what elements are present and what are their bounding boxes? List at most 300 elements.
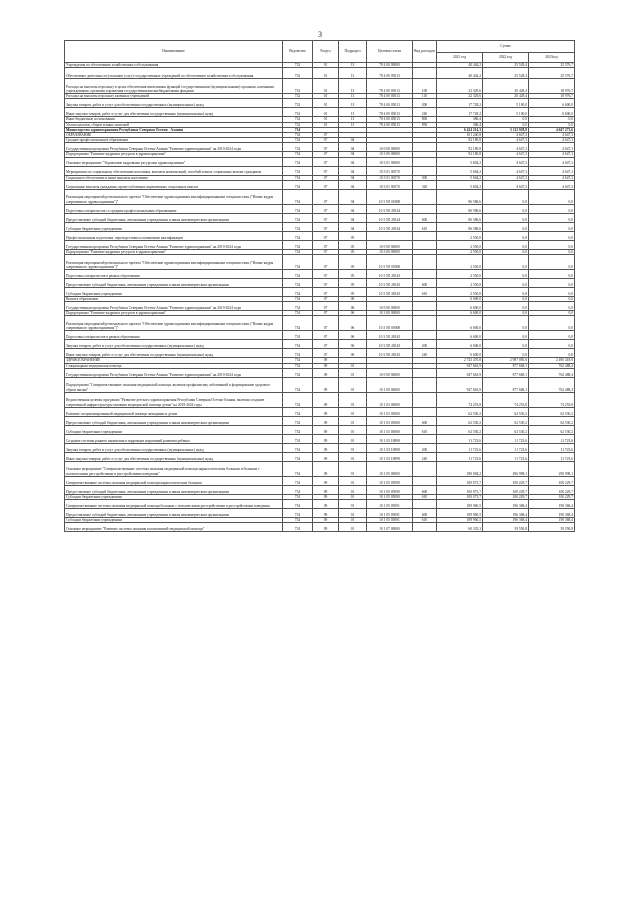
header-podrazdel: Подраздел bbox=[339, 41, 367, 63]
cell-razdel: 01 bbox=[313, 108, 339, 117]
cell-podrazdel: 01 bbox=[339, 461, 367, 476]
cell-podrazdel: 01 bbox=[339, 407, 367, 416]
cell-expense-type: 200 bbox=[413, 340, 437, 349]
cell-target-article: 10 3 N5 28145 bbox=[367, 279, 413, 288]
cell-name: Субсидии бюджетным учреждениям bbox=[65, 494, 283, 499]
cell-sum-2021: 189 960,5 bbox=[437, 500, 483, 509]
cell-razdel: 09 bbox=[313, 485, 339, 494]
cell-sum-2021: 40 444,2 bbox=[437, 63, 483, 68]
cell-sum-2023: 190 368,4 bbox=[529, 500, 575, 509]
cell-expense-type: 850 bbox=[413, 122, 437, 127]
cell-razdel: 07 bbox=[313, 249, 339, 254]
cell-sum-2021: 11 723,6 bbox=[437, 443, 483, 452]
cell-sum-2021: 62 530,2 bbox=[437, 407, 483, 416]
cell-expense-type bbox=[413, 392, 437, 407]
table-header bbox=[65, 41, 575, 63]
cell-razdel: 07 bbox=[313, 180, 339, 189]
cell-target-article: 78 4 00 05013 bbox=[367, 68, 413, 79]
table-row bbox=[65, 416, 575, 425]
cell-sum-2023: 0,0 bbox=[529, 213, 575, 222]
cell-podrazdel: 13 bbox=[339, 108, 367, 117]
cell-sum-2021: 62 530,2 bbox=[437, 425, 483, 434]
cell-sum-2023: 4 647,3 bbox=[529, 157, 575, 166]
header-year-2021: 2021 год bbox=[437, 53, 483, 63]
cell-name: Основное мероприятие "Совершенствование системы оказания медицинской помощи наркологическим больным и больным с психическими расстройствами и расстройствами поведения" bbox=[65, 461, 283, 476]
cell-sum-2021: 22 329,6 bbox=[437, 94, 483, 99]
cell-sum-2023: 762 488,4 bbox=[529, 363, 575, 368]
cell-sum-2021: 2 550,0 bbox=[437, 279, 483, 288]
cell-vedomstvo: 734 bbox=[283, 175, 313, 180]
cell-expense-type: 110 bbox=[413, 94, 437, 99]
cell-target-article: 10 1 03 05060 bbox=[367, 425, 413, 434]
cell-sum-2022: 4 647,3 bbox=[483, 157, 529, 166]
cell-podrazdel: 05 bbox=[339, 231, 367, 240]
cell-name: Расходы на выплаты персоналу казенных учреждений bbox=[65, 94, 283, 99]
table-row bbox=[65, 523, 575, 532]
cell-sum-2023: 0,0 bbox=[529, 331, 575, 340]
cell-name: Субсидии бюджетным учреждениям bbox=[65, 288, 283, 297]
cell-podrazdel: 06 bbox=[339, 331, 367, 340]
cell-sum-2021: 92 180,8 bbox=[437, 138, 483, 143]
cell-sum-2022: 0,0 bbox=[483, 270, 529, 279]
cell-name: Подпрограмма "Совершенствование оказания медицинской помощи, включая профилактику заболеваний и формирование здорового образа жизни" bbox=[65, 377, 283, 392]
table-row bbox=[65, 255, 575, 270]
cell-expense-type: 610 bbox=[413, 518, 437, 523]
header-expense-type: Вид расходов bbox=[413, 41, 437, 63]
header-vedomstvo: Ведомство bbox=[283, 41, 313, 63]
cell-sum-2021: 2 550,0 bbox=[437, 240, 483, 249]
cell-sum-2022: 20 428,4 bbox=[483, 94, 529, 99]
cell-sum-2021: 100 073,7 bbox=[437, 485, 483, 494]
cell-expense-type: 610 bbox=[413, 494, 437, 499]
cell-sum-2022: 0,0 bbox=[483, 316, 529, 331]
cell-target-article: 10 3 01 00570 bbox=[367, 175, 413, 180]
cell-sum-2022: 62 530,2 bbox=[483, 407, 529, 416]
cell-razdel: 07 bbox=[313, 349, 339, 358]
cell-podrazdel: 13 bbox=[339, 79, 367, 94]
cell-razdel: 09 bbox=[313, 509, 339, 518]
cell-target-article: 10 1 05 05090 bbox=[367, 485, 413, 494]
cell-sum-2023: 11 723,6 bbox=[529, 452, 575, 461]
cell-sum-2022: 4 647,3 bbox=[483, 180, 529, 189]
cell-podrazdel: 01 bbox=[339, 363, 367, 368]
cell-sum-2022: 11 723,6 bbox=[483, 434, 529, 443]
cell-sum-2023: 11 723,6 bbox=[529, 443, 575, 452]
cell-target-article: 78 4 00 05013 bbox=[367, 122, 413, 127]
cell-target-article: 78 4 00 05013 bbox=[367, 99, 413, 108]
cell-name: Иные закупки товаров, работ и услуг для обеспечения государственных (муниципальных) нужд bbox=[65, 452, 283, 461]
cell-target-article: 10 3 01 00570 bbox=[367, 180, 413, 189]
cell-expense-type bbox=[413, 523, 437, 532]
cell-vedomstvo: 734 bbox=[283, 377, 313, 392]
cell-podrazdel: 01 bbox=[339, 523, 367, 532]
cell-sum-2022: 4 647,3 bbox=[483, 152, 529, 157]
cell-sum-2023: 62 530,2 bbox=[529, 425, 575, 434]
cell-sum-2022: 0,0 bbox=[483, 213, 529, 222]
cell-sum-2021: 2 550,0 bbox=[437, 249, 483, 254]
cell-sum-2023: 0,0 bbox=[529, 255, 575, 270]
cell-sum-2021: 86 586,6 bbox=[437, 213, 483, 222]
cell-expense-type bbox=[413, 255, 437, 270]
cell-target-article: 10 1 03 05060 bbox=[367, 407, 413, 416]
cell-vedomstvo: 734 bbox=[283, 133, 313, 138]
cell-podrazdel: 04 bbox=[339, 180, 367, 189]
cell-expense-type: 200 bbox=[413, 99, 437, 108]
cell-sum-2021: 74 253,8 bbox=[437, 392, 483, 407]
cell-expense-type: 320 bbox=[413, 180, 437, 189]
cell-sum-2022: 100 229,7 bbox=[483, 476, 529, 485]
cell-name: Расходы на выплаты персоналу в целях обеспечения выполнения функций государственными (муниципальными) органами, казенными учреждениями, органами управления государственными внебюджетными фондами bbox=[65, 79, 283, 94]
cell-vedomstvo: 734 bbox=[283, 349, 313, 358]
cell-name: Подпрограмма "Развитие кадровых ресурсов в здравоохранении" bbox=[65, 249, 283, 254]
cell-sum-2021: 5 604,2 bbox=[437, 166, 483, 175]
table-row bbox=[65, 425, 575, 434]
cell-vedomstvo: 734 bbox=[283, 222, 313, 231]
cell-vedomstvo: 734 bbox=[283, 407, 313, 416]
cell-sum-2023: 4 647,3 bbox=[529, 133, 575, 138]
cell-sum-2023: 11 723,6 bbox=[529, 434, 575, 443]
cell-razdel: 09 bbox=[313, 452, 339, 461]
cell-sum-2022: 5 100,0 bbox=[483, 108, 529, 117]
cell-vedomstvo: 732 bbox=[283, 68, 313, 79]
cell-sum-2023: 2 490 418,9 bbox=[529, 358, 575, 363]
cell-vedomstvo: 732 bbox=[283, 122, 313, 127]
table-row bbox=[65, 509, 575, 518]
cell-sum-2023: 59 550,8 bbox=[529, 523, 575, 532]
cell-target-article: 10 3 00 00000 bbox=[367, 152, 413, 157]
cell-podrazdel: 13 bbox=[339, 68, 367, 79]
cell-name: Подготовка специалистов в рамках образования bbox=[65, 331, 283, 340]
table-row bbox=[65, 270, 575, 279]
cell-vedomstvo: 734 bbox=[283, 316, 313, 331]
cell-target-article: 10 1 05 05091 bbox=[367, 518, 413, 523]
cell-sum-2022: 0,0 bbox=[483, 231, 529, 240]
cell-sum-2023: 4 647,3 bbox=[529, 175, 575, 180]
table-row bbox=[65, 204, 575, 213]
cell-expense-type bbox=[413, 407, 437, 416]
cell-vedomstvo: 734 bbox=[283, 452, 313, 461]
cell-target-article: 10 3 N5 28144 bbox=[367, 213, 413, 222]
cell-sum-2021: 386,4 bbox=[437, 122, 483, 127]
cell-sum-2023: 762 488,4 bbox=[529, 368, 575, 377]
cell-vedomstvo: 734 bbox=[283, 494, 313, 499]
table-row bbox=[65, 213, 575, 222]
cell-sum-2023: 0,0 bbox=[529, 302, 575, 311]
cell-name: Государственная программа Республики Северная Осетия-Алания "Развитие здравоохранения" на 2019-2024 годы bbox=[65, 302, 283, 311]
cell-sum-2023: 6 600,0 bbox=[529, 99, 575, 108]
cell-razdel: 07 bbox=[313, 297, 339, 302]
cell-sum-2021: 86 586,6 bbox=[437, 189, 483, 204]
cell-expense-type bbox=[413, 302, 437, 311]
cell-sum-2023: 0,0 bbox=[529, 249, 575, 254]
cell-sum-2022: 196 368,4 bbox=[483, 509, 529, 518]
cell-vedomstvo: 732 bbox=[283, 99, 313, 108]
cell-razdel: 09 bbox=[313, 416, 339, 425]
cell-name: Обеспечение деятельности (оказание услуг) государственных учреждений по обеспечению хозяйственного обслуживания bbox=[65, 68, 283, 79]
cell-sum-2022: 100 229,7 bbox=[483, 494, 529, 499]
cell-podrazdel: 01 bbox=[339, 377, 367, 392]
cell-sum-2022: 5 100,0 bbox=[483, 99, 529, 108]
cell-target-article: 10 3 N5 00000 bbox=[367, 255, 413, 270]
cell-sum-2022: 11 723,6 bbox=[483, 443, 529, 452]
cell-expense-type: 600 bbox=[413, 279, 437, 288]
cell-sum-2023: 6 600,0 bbox=[529, 108, 575, 117]
table-body bbox=[65, 63, 575, 532]
cell-sum-2021: 17 728,2 bbox=[437, 108, 483, 117]
cell-podrazdel: 04 bbox=[339, 175, 367, 180]
cell-podrazdel: 06 bbox=[339, 311, 367, 316]
cell-sum-2021: 86 586,6 bbox=[437, 204, 483, 213]
header-sum: Сумма bbox=[437, 41, 575, 53]
cell-razdel: 07 bbox=[313, 204, 339, 213]
cell-target-article: 10 0 00 00000 bbox=[367, 368, 413, 377]
cell-vedomstvo: 734 bbox=[283, 213, 313, 222]
cell-sum-2023: 0,0 bbox=[529, 117, 575, 122]
cell-razdel: 07 bbox=[313, 331, 339, 340]
cell-vedomstvo: 734 bbox=[283, 461, 313, 476]
cell-vedomstvo: 734 bbox=[283, 368, 313, 377]
cell-razdel: 07 bbox=[313, 302, 339, 311]
cell-sum-2022: 5 112 928,8 bbox=[483, 127, 529, 132]
cell-name: Совершенствование системы оказания медицинской помощи наркологическим больным bbox=[65, 476, 283, 485]
cell-podrazdel: 06 bbox=[339, 297, 367, 302]
cell-sum-2021: 11 723,6 bbox=[437, 452, 483, 461]
table-row bbox=[65, 302, 575, 311]
cell-sum-2021: 92 180,8 bbox=[437, 143, 483, 152]
cell-target-article: 10 3 00 00000 bbox=[367, 249, 413, 254]
cell-razdel: 07 bbox=[313, 157, 339, 166]
cell-name: Предоставление субсидий бюджетным, автономным учреждениям и иным некоммерческим организациям bbox=[65, 416, 283, 425]
cell-vedomstvo: 734 bbox=[283, 189, 313, 204]
cell-name: Субсидии бюджетным учреждениям bbox=[65, 425, 283, 434]
cell-vedomstvo: 734 bbox=[283, 434, 313, 443]
table-row bbox=[65, 231, 575, 240]
cell-razdel: 09 bbox=[313, 518, 339, 523]
cell-podrazdel: 01 bbox=[339, 509, 367, 518]
cell-name: Социальные выплаты гражданам, кроме публичных нормативных социальных выплат bbox=[65, 180, 283, 189]
cell-target-article: 10 1 03 10898 bbox=[367, 443, 413, 452]
cell-sum-2023: 0,0 bbox=[529, 297, 575, 302]
table-row bbox=[65, 461, 575, 476]
cell-target-article: 10 1 03 10898 bbox=[367, 452, 413, 461]
cell-sum-2022: 59 550,8 bbox=[483, 523, 529, 532]
header-year-2022: 2022 год bbox=[483, 53, 529, 63]
cell-expense-type: 600 bbox=[413, 485, 437, 494]
cell-sum-2023: 190 368,4 bbox=[529, 518, 575, 523]
cell-sum-2021: 40 444,2 bbox=[437, 68, 483, 79]
cell-expense-type bbox=[413, 143, 437, 152]
cell-sum-2023: 100 229,7 bbox=[529, 476, 575, 485]
table-row bbox=[65, 108, 575, 117]
cell-vedomstvo: 732 bbox=[283, 63, 313, 68]
cell-expense-type: 240 bbox=[413, 349, 437, 358]
cell-name: Иные закупки товаров, работ и услуг для обеспечения государственных (муниципальных) нужд bbox=[65, 349, 283, 358]
cell-podrazdel: 01 bbox=[339, 485, 367, 494]
cell-razdel: 09 bbox=[313, 461, 339, 476]
cell-target-article: 10 1 05 05090 bbox=[367, 476, 413, 485]
cell-razdel: 07 bbox=[313, 270, 339, 279]
cell-sum-2022: 0,0 bbox=[483, 331, 529, 340]
table-row bbox=[65, 79, 575, 94]
cell-expense-type: 600 bbox=[413, 213, 437, 222]
cell-vedomstvo: 734 bbox=[283, 157, 313, 166]
cell-razdel: 09 bbox=[313, 407, 339, 416]
cell-target-article: 10 3 N5 28144 bbox=[367, 222, 413, 231]
cell-vedomstvo: 734 bbox=[283, 166, 313, 175]
cell-expense-type bbox=[413, 189, 437, 204]
cell-razdel: 01 bbox=[313, 68, 339, 79]
table-row bbox=[65, 476, 575, 485]
cell-expense-type bbox=[413, 166, 437, 175]
table-row bbox=[65, 340, 575, 349]
table-row bbox=[65, 68, 575, 79]
cell-expense-type: 300 bbox=[413, 175, 437, 180]
cell-sum-2022: 4 647,3 bbox=[483, 166, 529, 175]
cell-target-article: 78 4 00 05013 bbox=[367, 94, 413, 99]
cell-sum-2023: 0,0 bbox=[529, 270, 575, 279]
cell-sum-2021: 22 329,6 bbox=[437, 79, 483, 94]
cell-sum-2021: 100 073,7 bbox=[437, 494, 483, 499]
cell-sum-2021: 947 663,9 bbox=[437, 363, 483, 368]
cell-target-article: 10 1 07 00000 bbox=[367, 523, 413, 532]
cell-sum-2021: 6 424 214,3 bbox=[437, 127, 483, 132]
cell-expense-type bbox=[413, 157, 437, 166]
cell-sum-2023: 4 647,3 bbox=[529, 143, 575, 152]
cell-vedomstvo: 734 bbox=[283, 143, 313, 152]
cell-vedomstvo: 734 bbox=[283, 240, 313, 249]
cell-sum-2023: 100 229,7 bbox=[529, 485, 575, 494]
cell-sum-2023: 0,0 bbox=[529, 240, 575, 249]
cell-name: Государственная программа Республики Северная Осетия-Алания "Развитие здравоохранения" на 2019-2024 годы bbox=[65, 368, 283, 377]
cell-target-article: 10 0 00 00000 bbox=[367, 240, 413, 249]
cell-target-article: 78 4 00 00000 bbox=[367, 63, 413, 68]
cell-sum-2023: 4 647,3 bbox=[529, 138, 575, 143]
cell-sum-2022: 0,0 bbox=[483, 302, 529, 311]
cell-sum-2021: 189 960,5 bbox=[437, 509, 483, 518]
cell-target-article: 10 3 N5 28145 bbox=[367, 340, 413, 349]
cell-razdel: 07 bbox=[313, 175, 339, 180]
table-row bbox=[65, 392, 575, 407]
cell-name: Стационарная медицинская помощь bbox=[65, 363, 283, 368]
cell-vedomstvo: 734 bbox=[283, 152, 313, 157]
cell-sum-2022: 4 647,3 bbox=[483, 175, 529, 180]
cell-podrazdel: 01 bbox=[339, 494, 367, 499]
cell-vedomstvo: 734 bbox=[283, 518, 313, 523]
cell-sum-2022: 62 530,2 bbox=[483, 416, 529, 425]
cell-podrazdel: 05 bbox=[339, 255, 367, 270]
cell-name: Закупка товаров, работ и услуг для обеспечения государственных (муниципальных) нужд bbox=[65, 99, 283, 108]
cell-razdel: 01 bbox=[313, 99, 339, 108]
cell-name: ЗДРАВООХРАНЕНИЕ bbox=[65, 358, 283, 363]
cell-razdel: 07 bbox=[313, 222, 339, 231]
table-row bbox=[65, 240, 575, 249]
cell-sum-2022: 4 647,3 bbox=[483, 133, 529, 138]
header-name: Наименование bbox=[65, 41, 283, 63]
cell-name: Уплата налогов, сборов и иных платежей bbox=[65, 122, 283, 127]
cell-sum-2022: 877 668,1 bbox=[483, 368, 529, 377]
cell-sum-2021: 2 550,0 bbox=[437, 255, 483, 270]
cell-sum-2022: 4 647,3 bbox=[483, 143, 529, 152]
cell-sum-2021: 5 604,2 bbox=[437, 180, 483, 189]
cell-razdel: 07 bbox=[313, 152, 339, 157]
cell-sum-2023: 0,0 bbox=[529, 311, 575, 316]
cell-name: Предоставление субсидий бюджетным, автономным учреждениям и иным некоммерческим организациям bbox=[65, 509, 283, 518]
cell-sum-2022: 296 998,1 bbox=[483, 461, 529, 476]
cell-sum-2021: 6 600,0 bbox=[437, 297, 483, 302]
cell-razdel: 07 bbox=[313, 138, 339, 143]
cell-sum-2021: 6 600,0 bbox=[437, 311, 483, 316]
table-row bbox=[65, 434, 575, 443]
cell-sum-2023: 762 488,4 bbox=[529, 377, 575, 392]
cell-sum-2022: 74 253,8 bbox=[483, 392, 529, 407]
cell-vedomstvo: 734 bbox=[283, 204, 313, 213]
cell-sum-2022: 0,0 bbox=[483, 117, 529, 122]
cell-target-article: 10 1 03 05060 bbox=[367, 416, 413, 425]
cell-target-article: 10 0 00 00000 bbox=[367, 302, 413, 311]
cell-podrazdel: 04 bbox=[339, 222, 367, 231]
cell-name: Предоставление субсидий бюджетным, автономным учреждениям и иным некоммерческим организациям bbox=[65, 279, 283, 288]
cell-podrazdel: 01 bbox=[339, 416, 367, 425]
cell-sum-2022: 25 528,4 bbox=[483, 63, 529, 68]
cell-target-article: 78 4 00 05013 bbox=[367, 108, 413, 117]
table-row bbox=[65, 180, 575, 189]
cell-expense-type: 200 bbox=[413, 443, 437, 452]
cell-sum-2022: 877 668,1 bbox=[483, 363, 529, 368]
cell-razdel: 07 bbox=[313, 189, 339, 204]
cell-sum-2023: 0,0 bbox=[529, 204, 575, 213]
table-row bbox=[65, 485, 575, 494]
cell-sum-2023: 0,0 bbox=[529, 189, 575, 204]
cell-expense-type: 600 bbox=[413, 509, 437, 518]
cell-name: Государственная программа Республики Северная Осетия-Алания "Развитие здравоохранения" на 2019-2024 годы bbox=[65, 240, 283, 249]
cell-vedomstvo: 734 bbox=[283, 249, 313, 254]
cell-sum-2023: 62 530,2 bbox=[529, 407, 575, 416]
cell-podrazdel: 13 bbox=[339, 63, 367, 68]
cell-target-article: 10 1 05 05091 bbox=[367, 500, 413, 509]
cell-sum-2021: 6 600,0 bbox=[437, 316, 483, 331]
cell-vedomstvo: 734 bbox=[283, 363, 313, 368]
cell-podrazdel: 04 bbox=[339, 152, 367, 157]
cell-sum-2023: 4 647,3 bbox=[529, 152, 575, 157]
table-row bbox=[65, 157, 575, 166]
cell-podrazdel: 01 bbox=[339, 425, 367, 434]
cell-target-article: 10 3 N5 28145 bbox=[367, 331, 413, 340]
cell-name: Создание системы раннего выявления и коррекции нарушений развития ребенка bbox=[65, 434, 283, 443]
cell-name: Субсидии бюджетным учреждениям bbox=[65, 518, 283, 523]
cell-target-article: 10 3 N5 28144 bbox=[367, 204, 413, 213]
cell-podrazdel: 01 bbox=[339, 392, 367, 407]
cell-vedomstvo: 734 bbox=[283, 302, 313, 311]
cell-vedomstvo: 734 bbox=[283, 127, 313, 132]
cell-vedomstvo: 734 bbox=[283, 297, 313, 302]
cell-sum-2021: 6 600,0 bbox=[437, 302, 483, 311]
cell-podrazdel: 06 bbox=[339, 316, 367, 331]
cell-sum-2022: 0,0 bbox=[483, 255, 529, 270]
cell-target-article: 78 4 00 05013 bbox=[367, 79, 413, 94]
cell-target-article: 10 3 N5 28145 bbox=[367, 349, 413, 358]
cell-sum-2022: 0,0 bbox=[483, 240, 529, 249]
cell-podrazdel: 04 bbox=[339, 213, 367, 222]
cell-sum-2023: 0,0 bbox=[529, 122, 575, 127]
header-razdel: Раздел bbox=[313, 41, 339, 63]
cell-vedomstvo: 734 bbox=[283, 392, 313, 407]
cell-podrazdel: 06 bbox=[339, 349, 367, 358]
page-number: 3 bbox=[318, 30, 322, 39]
cell-sum-2022: 0,0 bbox=[483, 297, 529, 302]
cell-podrazdel: 04 bbox=[339, 157, 367, 166]
cell-sum-2023: 0,0 bbox=[529, 231, 575, 240]
table-row bbox=[65, 443, 575, 452]
